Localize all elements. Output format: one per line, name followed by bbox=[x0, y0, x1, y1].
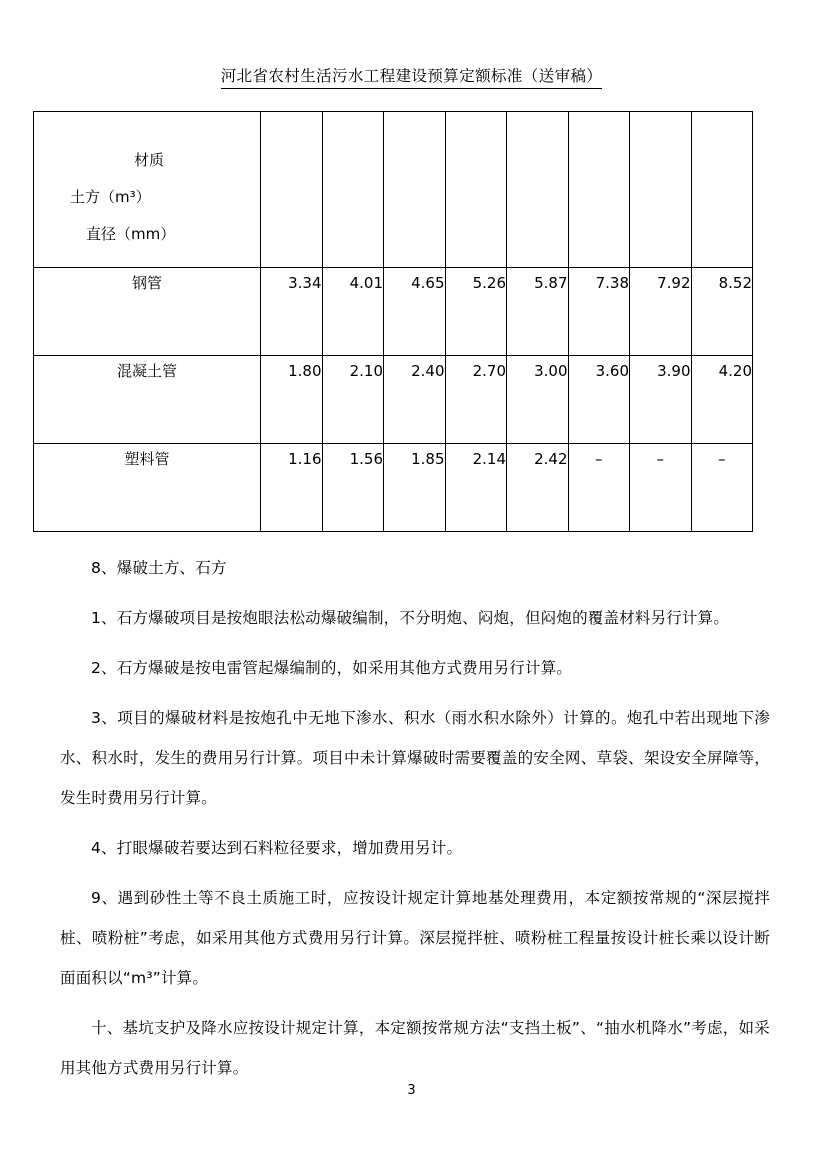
paragraph-9: 9、遇到砂性土等不良土质施工时，应按设计规定计算地基处理费用，本定额按常规的“深层搅拌桩、喷粉桩”考虑，如采用其他方式费用另行计算。深层搅拌桩、喷粉桩工程量按设计桩长乘以设计断面面积以“m³”计算。 bbox=[60, 889, 770, 987]
cell-value: – bbox=[568, 444, 630, 532]
table-header-empty-cell-2 bbox=[322, 112, 384, 268]
table-header-empty-cell-7 bbox=[630, 112, 692, 268]
cell-value: – bbox=[630, 444, 692, 532]
paragraph-1: 1、石方爆破项目是按炮眼法松动爆破编制，不分明炮、闷炮，但闷炮的覆盖材料另行计算。 bbox=[91, 609, 730, 627]
row-label-concrete-pipe: 混凝土管 bbox=[34, 356, 261, 444]
cell-value: 3.34 bbox=[261, 268, 323, 356]
page-footer bbox=[0, 1079, 823, 1099]
paragraph-4: 4、打眼爆破若要达到石料粒径要求，增加费用另计。 bbox=[91, 839, 463, 857]
header-label-earthwork: 土方（m³） bbox=[70, 188, 151, 206]
cell-value: 1.80 bbox=[261, 356, 323, 444]
cell-value: – bbox=[691, 444, 753, 532]
cell-value: 2.10 bbox=[322, 356, 384, 444]
cell-value: 2.70 bbox=[445, 356, 507, 444]
cell-value: 5.26 bbox=[445, 268, 507, 356]
table-row bbox=[34, 268, 753, 356]
table-header-empty-cell-6 bbox=[568, 112, 630, 268]
paragraph-3: 3、项目的爆破材料是按炮孔中无地下渗水、积水（雨水积水除外）计算的。炮孔中若出现地下渗水、积水时，发生的费用另行计算。项目中未计算爆破时需要覆盖的安全网、草袋、架设安全屏障等，发生时费用另行计算。 bbox=[60, 709, 770, 807]
page-number: 3 bbox=[407, 1083, 416, 1098]
cell-value: 8.52 bbox=[691, 268, 753, 356]
table-header-empty-cell-5 bbox=[507, 112, 569, 268]
row-label-plastic-pipe: 塑料管 bbox=[34, 444, 261, 532]
table-header-corner-cell bbox=[34, 112, 261, 268]
cell-value: 7.92 bbox=[630, 268, 692, 356]
table-header-empty-cell-4 bbox=[445, 112, 507, 268]
cell-value: 7.38 bbox=[568, 268, 630, 356]
table-header-row bbox=[34, 112, 753, 268]
cell-value: 3.60 bbox=[568, 356, 630, 444]
row-label-steel-pipe: 钢管 bbox=[34, 268, 261, 356]
table-header-empty-cell-3 bbox=[384, 112, 446, 268]
document-body bbox=[60, 548, 770, 1098]
document-header bbox=[0, 66, 823, 89]
paragraph-10: 十、基坑支护及降水应按设计规定计算，本定额按常规方法“支挡土板”、“抽水机降水”考虑，如采用其他方式费用另行计算。 bbox=[60, 1019, 770, 1077]
page-title: 河北省农村生活污水工程建设预算定额标准（送审稿） bbox=[221, 66, 603, 89]
paragraph-2: 2、石方爆破是按电雷管起爆编制的，如采用其他方式费用另行计算。 bbox=[91, 659, 573, 677]
cell-value: 4.01 bbox=[322, 268, 384, 356]
cell-value: 4.20 bbox=[691, 356, 753, 444]
cell-value: 4.65 bbox=[384, 268, 446, 356]
table-header-empty-cell-8 bbox=[691, 112, 753, 268]
table-header-empty-cell-1 bbox=[261, 112, 323, 268]
cell-value: 3.00 bbox=[507, 356, 569, 444]
earthwork-volume-table bbox=[33, 111, 753, 532]
cell-value: 1.85 bbox=[384, 444, 446, 532]
header-label-diameter: 直径（mm） bbox=[86, 225, 176, 243]
cell-value: 1.16 bbox=[261, 444, 323, 532]
cell-value: 3.90 bbox=[630, 356, 692, 444]
cell-value: 2.42 bbox=[507, 444, 569, 532]
cell-value: 2.40 bbox=[384, 356, 446, 444]
cell-value: 1.56 bbox=[322, 444, 384, 532]
paragraph-8: 8、爆破土方、石方 bbox=[91, 559, 227, 577]
cell-value: 2.14 bbox=[445, 444, 507, 532]
header-label-material: 材质 bbox=[133, 151, 164, 169]
cell-value: 5.87 bbox=[507, 268, 569, 356]
table-row bbox=[34, 356, 753, 444]
table-row bbox=[34, 444, 753, 532]
